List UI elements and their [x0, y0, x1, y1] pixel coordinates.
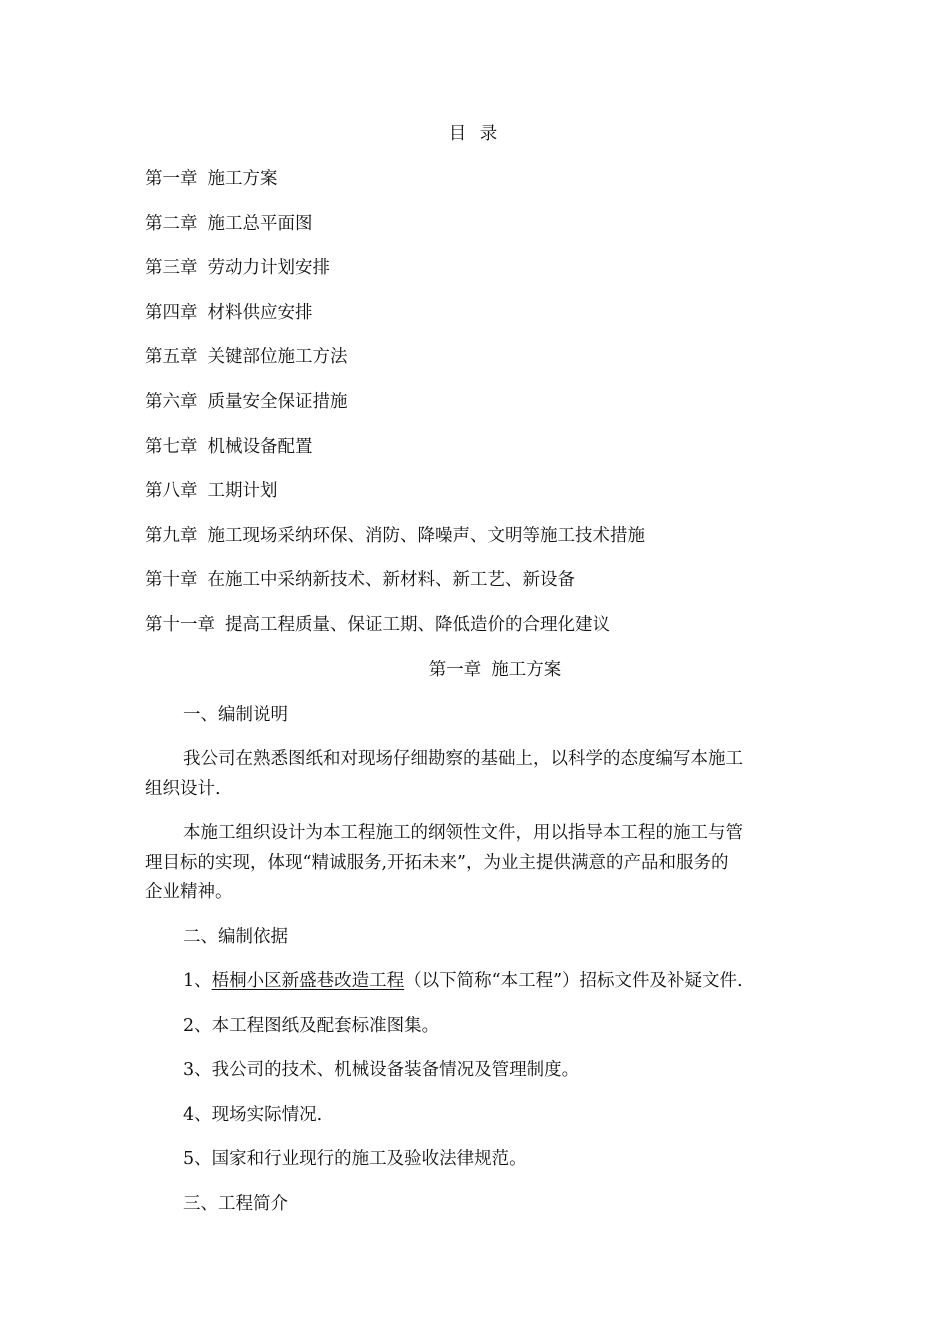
list-item: 4、现场实际情况. — [183, 1105, 323, 1125]
section-heading: 一、编制说明 — [183, 705, 288, 725]
toc-item-number: 第十一章 — [145, 615, 215, 635]
toc-item-number: 第二章 — [145, 214, 198, 234]
toc-item — [145, 568, 575, 592]
toc-item-number: 第五章 — [145, 347, 198, 367]
list-item — [183, 969, 743, 993]
toc-item — [145, 345, 348, 369]
toc-item-title: 劳动力计划安排 — [207, 258, 330, 278]
toc-item-title: 质量安全保证措施 — [207, 392, 348, 412]
paragraph-line: 理目标的实现，体现“精诚服务,开拓未来”，为业主提供满意的产品和服务的 — [145, 853, 729, 873]
toc-item-title: 材料供应安排 — [207, 303, 313, 323]
toc-item-number: 第一章 — [145, 169, 198, 189]
toc-item-title: 施工总平面图 — [207, 214, 313, 234]
paragraph-line: 本施工组织设计为本工程施工的纲领性文件，用以指导本工程的施工与管 — [183, 823, 743, 843]
toc-item-title: 工期计划 — [207, 481, 278, 501]
toc-item — [145, 613, 610, 637]
toc-item-number: 第九章 — [145, 526, 198, 546]
paragraph-line: 企业精神。 — [145, 882, 233, 902]
toc-title: 目 录 — [448, 124, 502, 144]
toc-item — [145, 524, 645, 548]
toc-item-number: 第六章 — [145, 392, 198, 412]
toc-item — [145, 256, 330, 280]
list-item: 3、我公司的技术、机械设备装备情况及管理制度。 — [183, 1060, 580, 1080]
toc-item-title: 机械设备配置 — [207, 437, 313, 457]
chapter-number: 第一章 — [428, 660, 482, 680]
toc-item — [145, 479, 278, 503]
list-item: 2、本工程图纸及配套标准图集。 — [183, 1016, 440, 1036]
section-heading: 三、工程简介 — [183, 1194, 288, 1214]
toc-item-title: 提高工程质量、保证工期、降低造价的合理化建议 — [225, 615, 610, 635]
chapter-name: 施工方案 — [491, 660, 562, 680]
toc-item — [145, 301, 313, 325]
toc-item-title: 在施工中采纳新技术、新材料、新工艺、新设备 — [207, 570, 575, 590]
toc-item-number: 第十章 — [145, 570, 198, 590]
paragraph-line: 我公司在熟悉图纸和对现场仔细勘察的基础上，以科学的态度编写本施工 — [183, 749, 743, 769]
list-item-text: （以下简称“本工程”）招标文件及补疑文件. — [404, 971, 743, 991]
list-item-prefix: 1、 — [183, 971, 212, 991]
toc-item — [145, 435, 313, 459]
paragraph-line: 组织设计. — [145, 779, 221, 799]
toc-item-title: 施工方案 — [207, 169, 278, 189]
toc-item-number: 第七章 — [145, 437, 198, 457]
list-item: 5、国家和行业现行的施工及验收法律规范。 — [183, 1149, 527, 1169]
toc-item — [145, 167, 278, 191]
chapter-title — [0, 658, 950, 682]
toc-item-title: 施工现场采纳环保、消防、降噪声、文明等施工技术措施 — [207, 526, 645, 546]
section-heading: 二、编制依据 — [183, 927, 288, 947]
toc-item-number: 第四章 — [145, 303, 198, 323]
toc-item-number: 第三章 — [145, 258, 198, 278]
toc-item — [145, 390, 348, 414]
toc-item-number: 第八章 — [145, 481, 198, 501]
toc-item — [145, 212, 313, 236]
toc-item-title: 关键部位施工方法 — [207, 347, 348, 367]
project-name: 梧桐小区新盛巷改造工程 — [211, 971, 405, 991]
